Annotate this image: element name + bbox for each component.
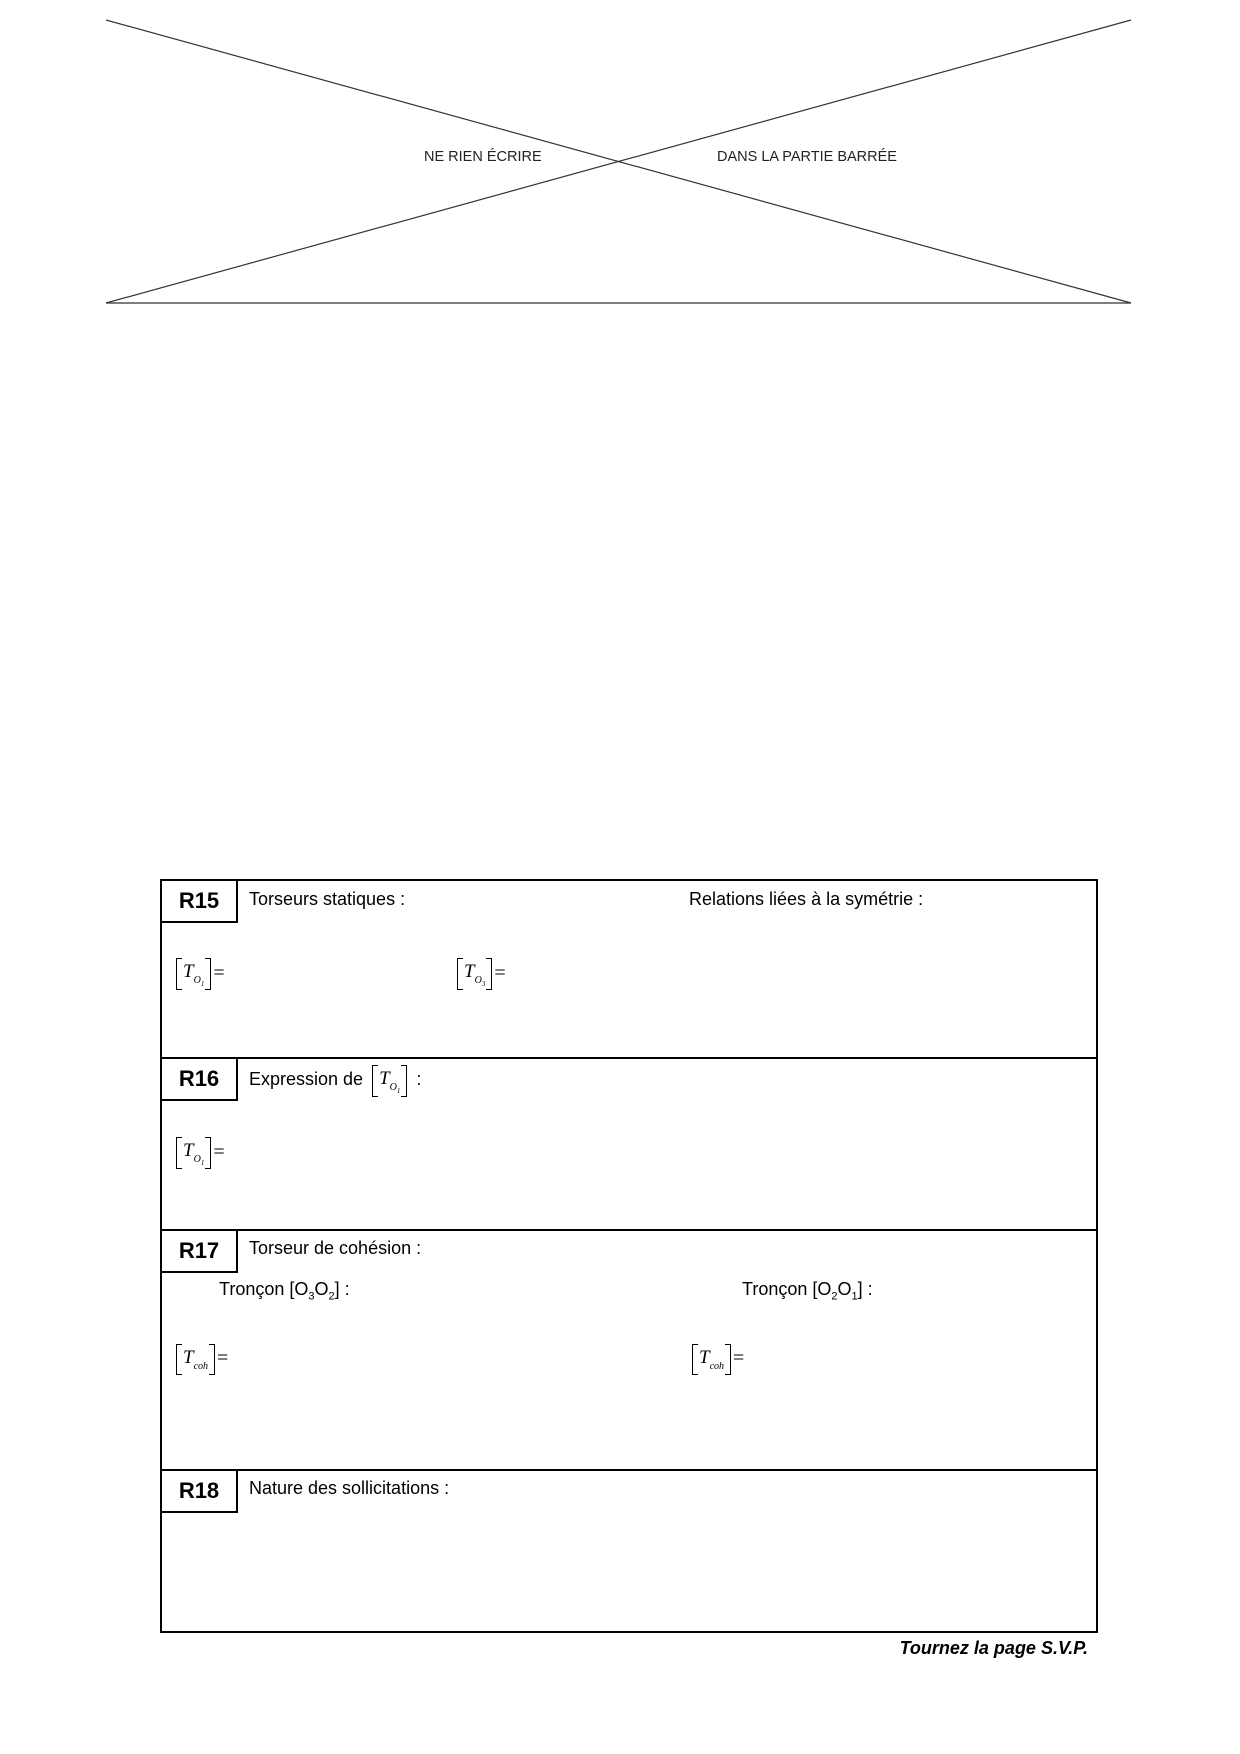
torsor-coh-right: $T_{coh}$ = xyxy=(692,1346,744,1371)
torsor-o3: $T_{O_3}=$ xyxy=(457,960,506,986)
segment-label-right: Tronçon $[O_2O_1]$ : xyxy=(742,1279,873,1303)
torsor-coh-left: $T_{coh}$ = xyxy=(176,1346,228,1371)
section-tag: R15 xyxy=(162,881,238,923)
torsor-o1: $T_{O_1}=$ xyxy=(176,960,225,986)
section-label: Torseurs statiques : xyxy=(249,889,406,909)
section-r18 xyxy=(162,1469,1096,1631)
section-tag: R17 xyxy=(162,1231,238,1273)
barred-text-right: DANS LA PARTIE BARRÉE xyxy=(717,149,897,165)
barred-text-left: NE RIEN ÉCRIRE xyxy=(424,149,542,165)
section-tag: R16 xyxy=(162,1059,238,1101)
section-r16 xyxy=(162,1057,1096,1229)
section-label: Expression de $T_{O_1}$ : xyxy=(249,1068,422,1095)
section-r17 xyxy=(162,1229,1096,1469)
segment-label-left: Tronçon $[O_3O_2]$ : xyxy=(219,1279,350,1303)
label-torsor-symbol: $T_{O_1}$ xyxy=(372,1067,407,1093)
answer-box xyxy=(160,879,1098,1633)
section-r15 xyxy=(162,881,1096,1053)
section-label-right: Relations liées à la symétrie : xyxy=(689,889,924,909)
section-label: Torseur de cohésion : xyxy=(249,1238,422,1258)
torsor-o1: $T_{O_1}=$ xyxy=(176,1139,225,1165)
section-tag: R18 xyxy=(162,1471,238,1513)
section-label: Nature des sollicitations : xyxy=(249,1478,450,1498)
barred-area xyxy=(0,0,1240,320)
turn-page-note: Tournez la page S.V.P. xyxy=(899,1638,1088,1658)
